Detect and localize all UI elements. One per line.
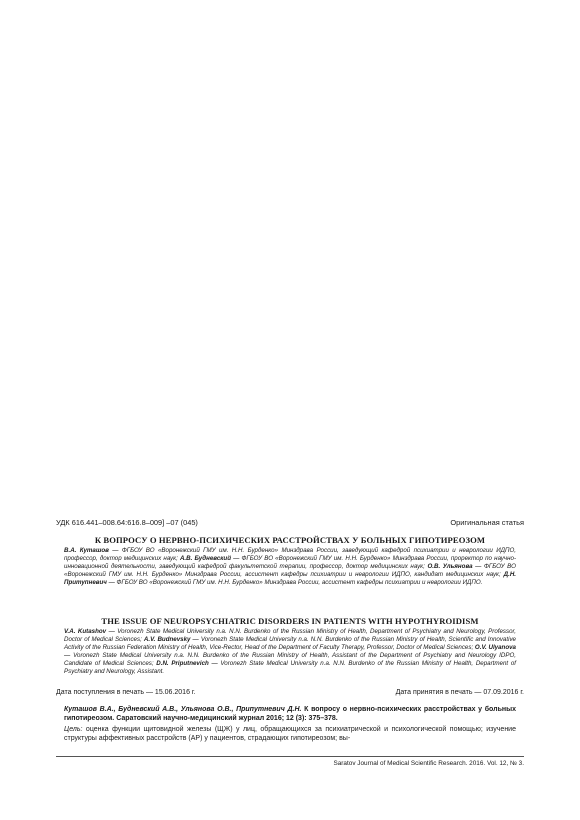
author-affiliation: — ФГБОУ ВО «Воронежский ГМУ им. Н.Н. Бурденко» Минздрава России, ассистент кафедры психиатрии и неврологии ИДПО. [106,579,483,586]
author-name: V.A. Kutashov [64,628,107,635]
author-name: Д.Н. Притупневич [64,571,516,586]
author-name: D.N. Priputnevich [156,660,209,667]
article-type: Оригинальная статья [450,518,524,527]
authors-russian [64,547,516,587]
author-name: О.В. Ульянова [427,563,473,570]
author-affiliation: — ФГБОУ ВО «Воронежский ГМУ им. Н.Н. Бурденко» Минздрава России, заведующий кафедрой психиатрии и неврологии ИДПО, профессор, доктор медицинских наук; [64,547,517,562]
authors-english [64,628,516,676]
author-name: В.А. Куташов [64,547,109,554]
author-affiliation: — Voronezh State Medical University n.a. N.N. Burdenko of the Russian Ministry of Health, Department of Psychiatry and Neurology, Assistant. [64,660,516,675]
author-affiliation: — Voronezh State Medical University n.a. N.N. Burdenko of the Russian Ministry of Health, Scientific and Innovative Activity of the Russian Federation Ministry of Health, Vice-Rector, Head of the Department of Faculty Therapy, Professor, Doctor of Medical Sciences; [64,636,516,651]
abstract-text: оценка функции щитовидной железы (ЩЖ) у лиц, обращающихся за психиатрической и психологической помощью; изучение структуры аффективных расстройств (АР) у пациентов, страдающих гипотиреозом; вы- [64,726,516,742]
author-name: O.V. Ulyanova [474,644,516,651]
author-name: А.В. Будневский [179,555,231,562]
udk-code: УДК 616.441–008.64:616.8–009] –07 (045) [56,518,198,527]
journal-footer: Saratov Journal of Medical Scientific Research. 2016. Vol. 12, № 3. [333,760,524,767]
abstract [64,725,516,743]
footer-divider [56,756,524,757]
citation-text: К вопросу о нервно-психических расстройствах у больных гипотиреозом. Саратовский научно-медицинский журнал 2016; 12 (3): 375–378. [64,706,516,722]
title-english: THE ISSUE OF NEUROPSYCHIATRIC DISORDERS IN PATIENTS WITH HYPOTHYROIDISM [101,616,479,626]
author-affiliation: — ФГБОУ ВО «Воронежский ГМУ им. Н.Н. Бурденко» Минздрава России, проректор по научно-инновационной деятельности, заведующий кафедрой факультетской терапии, профессор, доктор медицинских наук; [64,555,517,570]
title-russian: К ВОПРОСУ О НЕРВНО-ПСИХИЧЕСКИХ РАССТРОЙСТВАХ У БОЛЬНЫХ ГИПОТИРЕОЗОМ [94,535,486,545]
citation-authors: Куташов В.А., Будневский А.В., Ульянова О.В., Припутневич Д.Н. [64,706,302,713]
date-received: Дата поступления в печать — 15.06.2016 г. [56,689,196,696]
author-affiliation: — ФГБОУ ВО «Воронежский ГМУ им. Н.Н. Бурденко» Минздрава России, ассистент кафедры психиатрии и неврологии ИДПО, кандидат медицинских наук; [64,563,516,578]
author-affiliation: — Voronezh State Medical University n.a. N.N. Burdenko of the Russian Ministry of Health, Department of Psychiatry and Neurology, Professor, Doctor of Medical Sciences; [64,628,516,643]
author-name: A.V. Budnevsky [143,636,191,643]
abstract-label: Цель: [64,726,83,733]
author-affiliation: — Voronezh State Medical University n.a. N.N. Burdenko of the Russian Ministry of Health, Assistant of the Department of Psychiatry and Neurology IDPO, Candidate of Medical Sciences; [64,652,516,667]
citation [64,705,516,723]
date-accepted: Дата принятия в печать — 07.09.2016 г. [395,689,524,696]
